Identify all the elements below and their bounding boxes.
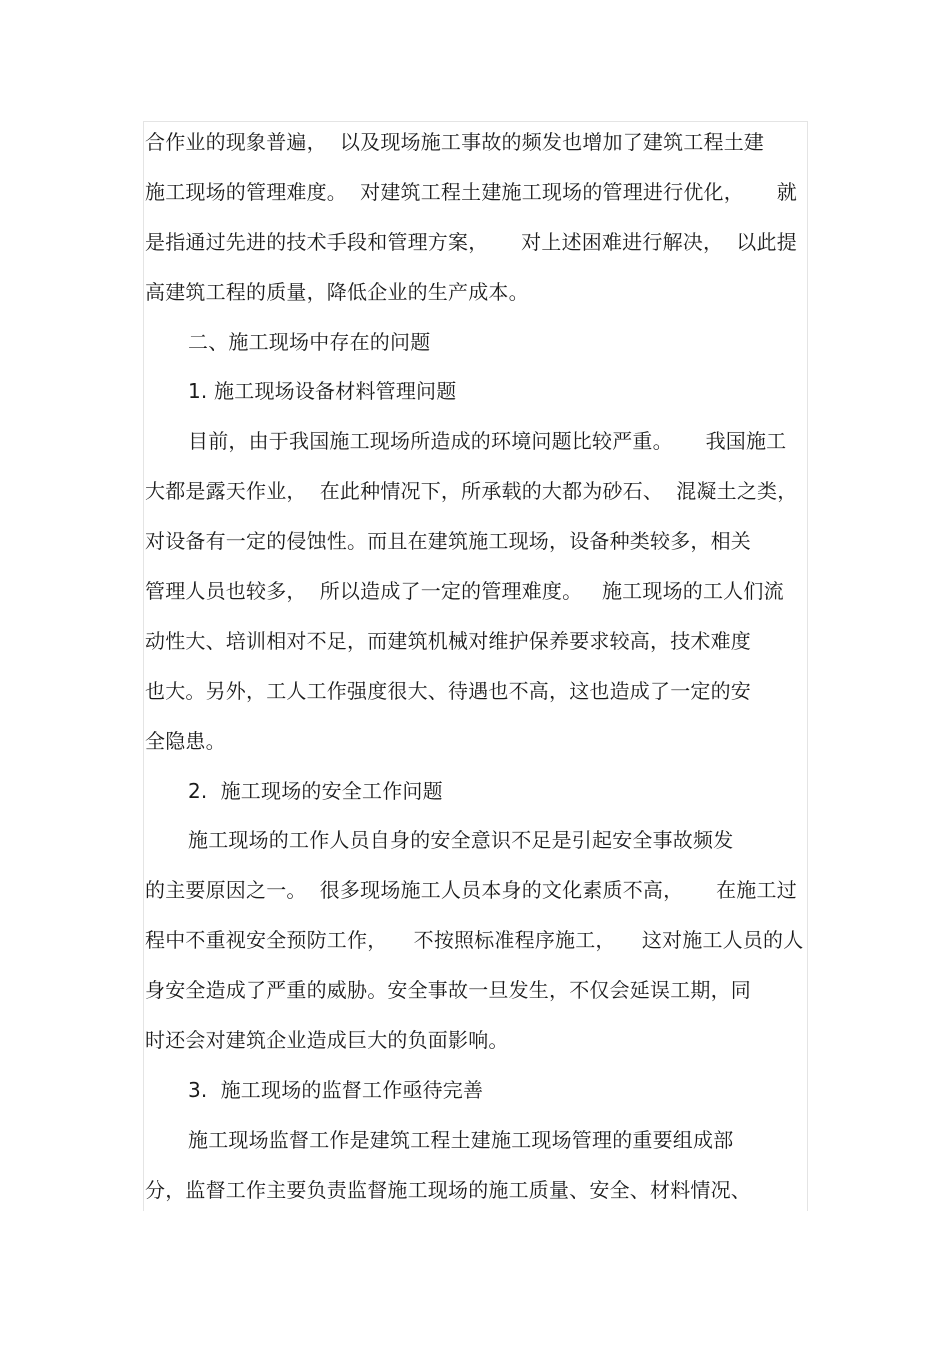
paragraph-2-line-3: 对设备有一定的侵蚀性。而且在建筑施工现场，设备种类较多，相关 <box>145 529 751 553</box>
paragraph-3-line-5: 时还会对建筑企业造成巨大的负面影响。 <box>145 1028 509 1052</box>
paragraph-1-line-2: 施工现场的管理难度。 对建筑工程土建施工现场的管理进行优化， 就 <box>145 180 797 204</box>
paragraph-4-line-2: 分，监督工作主要负责监督施工现场的施工质量、安全、材料情况、 <box>145 1178 751 1202</box>
paragraph-2-line-4: 管理人员也较多， 所以造成了一定的管理难度。 施工现场的工人们流 <box>145 579 784 603</box>
paragraph-3-line-4: 身安全造成了严重的威胁。安全事故一旦发生，不仅会延误工期，同 <box>145 978 751 1002</box>
paragraph-2-line-2: 大都是露天作业， 在此种情况下，所承载的大都为砂石、 混凝土之类， <box>145 479 798 503</box>
section-heading-2: 二、施工现场中存在的问题 <box>188 330 431 354</box>
subsection-heading-1: 1. 施工现场设备材料管理问题 <box>188 379 457 403</box>
paragraph-3-line-3: 程中不重视安全预防工作， 不按照标准程序施工， 这对施工人员的人 <box>145 928 804 952</box>
paragraph-3-line-2: 的主要原因之一。 很多现场施工人员本身的文化素质不高， 在施工过 <box>145 878 797 902</box>
paragraph-3-line-1: 施工现场的工作人员自身的安全意识不足是引起安全事故频发 <box>188 828 734 852</box>
paragraph-2-line-6: 也大。另外，工人工作强度很大、待遇也不高，这也造成了一定的安 <box>145 679 751 703</box>
subsection-heading-2: 2. 施工现场的安全工作问题 <box>188 779 443 803</box>
paragraph-1-line-1: 合作业的现象普遍， 以及现场施工事故的频发也增加了建筑工程土建 <box>145 130 765 154</box>
paragraph-2-line-1: 目前，由于我国施工现场所造成的环境问题比较严重。 我国施工 <box>188 429 787 453</box>
paragraph-1-line-3: 是指通过先进的技术手段和管理方案， 对上述困难进行解决， 以此提 <box>145 230 797 254</box>
paragraph-1-line-4: 高建筑工程的质量，降低企业的生产成本。 <box>145 280 529 304</box>
paragraph-2-line-7: 全隐患。 <box>145 729 226 753</box>
paragraph-4-line-1: 施工现场监督工作是建筑工程土建施工现场管理的重要组成部 <box>188 1128 734 1152</box>
subsection-heading-3: 3. 施工现场的监督工作亟待完善 <box>188 1078 484 1102</box>
paragraph-2-line-5: 动性大、培训相对不足，而建筑机械对维护保养要求较高，技术难度 <box>145 629 751 653</box>
